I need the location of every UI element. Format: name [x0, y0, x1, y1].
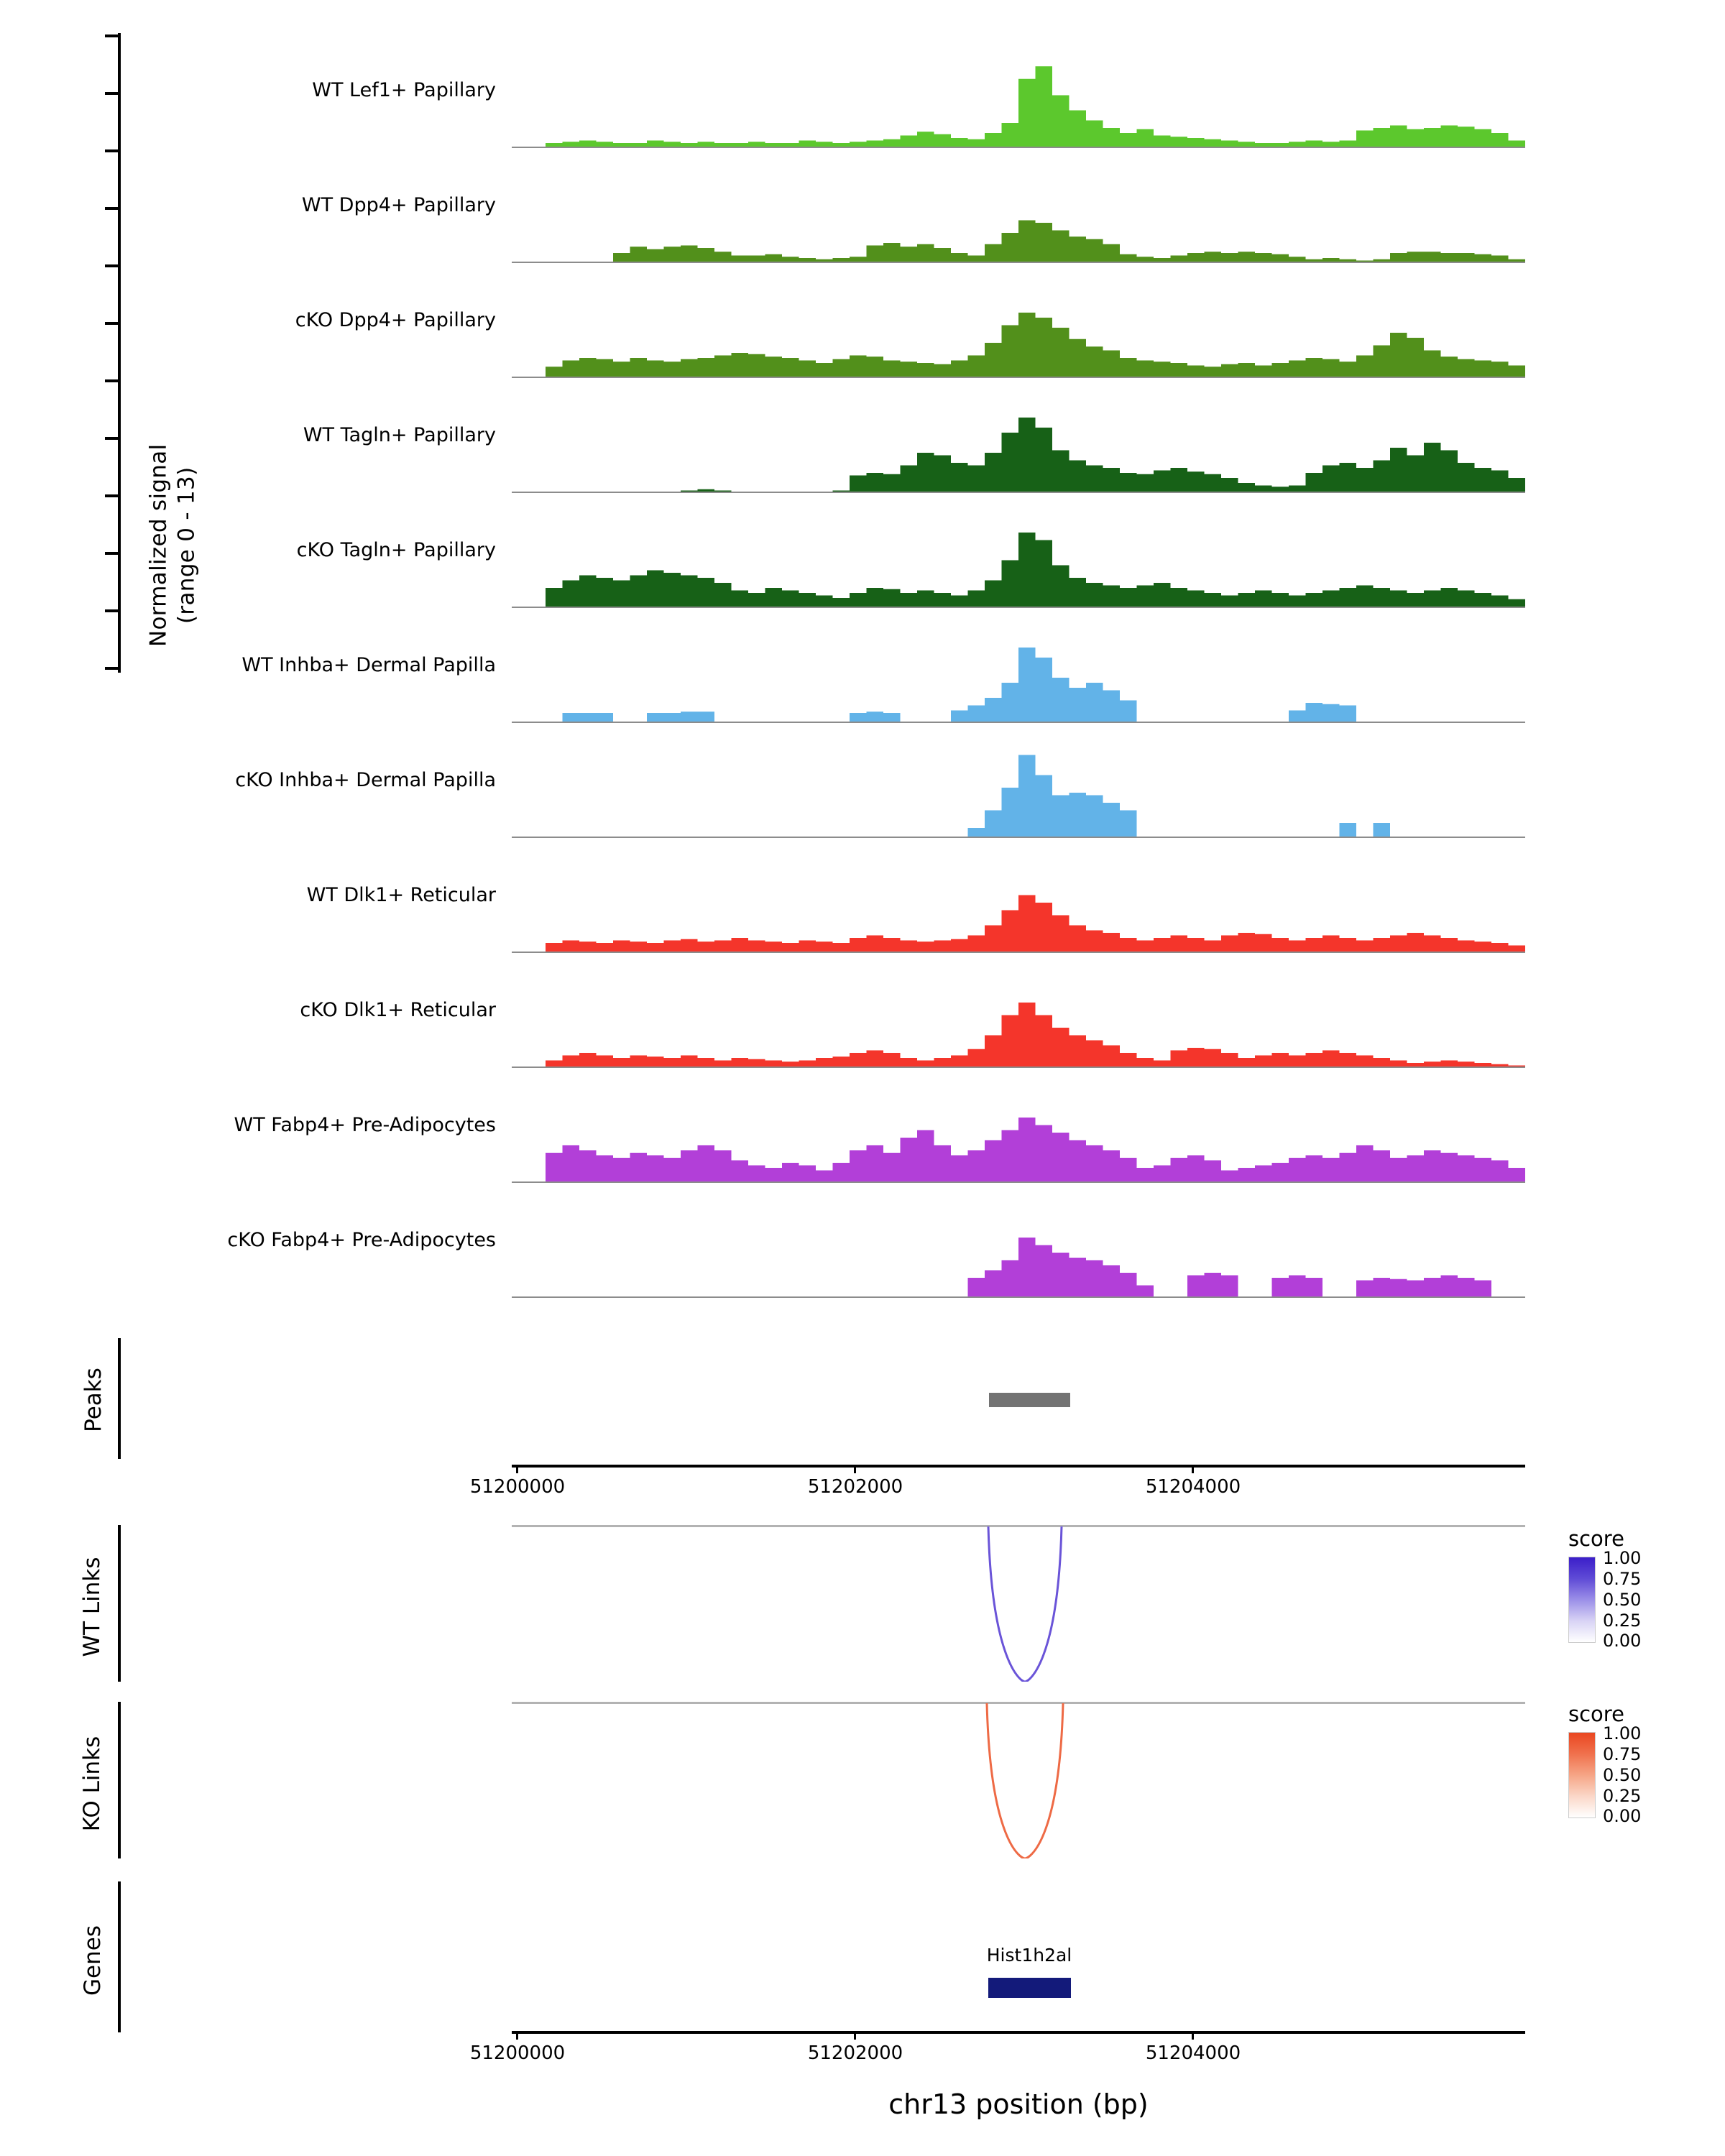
signal-track-8: [512, 976, 1525, 1068]
wt-links-axis-line: [118, 1525, 121, 1682]
signal-area-0: [512, 56, 1525, 148]
y-axis-title-line1: Normalized signal: [145, 443, 172, 647]
genomic-axis-line-top: [512, 1465, 1525, 1468]
signal-axis-tick: [105, 264, 121, 267]
ko-legend-tick-3: 0.25: [1603, 1786, 1642, 1806]
signal-track-3: [512, 401, 1525, 493]
signal-track-7: [512, 861, 1525, 953]
gene-label: Hist1h2al: [986, 1945, 1072, 1966]
signal-track-4: [512, 516, 1525, 608]
track-baseline: [512, 377, 1525, 378]
signal-axis-tick: [105, 609, 121, 612]
track-label-1: WT Dpp4+ Papillary: [301, 194, 496, 216]
track-label-5: WT Inhba+ Dermal Papilla: [242, 654, 496, 676]
signal-area-4: [512, 516, 1525, 608]
signal-track-10: [512, 1206, 1525, 1298]
ko-links-axis-line: [118, 1702, 121, 1858]
wt-legend-tick-1: 0.75: [1603, 1569, 1642, 1589]
track-baseline: [512, 1067, 1525, 1068]
track-label-6: cKO Inhba+ Dermal Papilla: [235, 769, 496, 791]
signal-axis-tick: [105, 379, 121, 382]
track-label-10: cKO Fabp4+ Pre-Adipocytes: [227, 1229, 496, 1251]
wt-legend-colorbar: [1568, 1557, 1596, 1643]
track-label-3: WT Tagln+ Papillary: [303, 424, 496, 446]
track-label-8: cKO Dlk1+ Reticular: [300, 999, 496, 1021]
signal-axis-tick: [105, 207, 121, 210]
wt-links-panel: [512, 1525, 1525, 1682]
signal-track-6: [512, 746, 1525, 838]
genes-section-label: Genes: [80, 1925, 106, 1996]
genomic-axis-tick-bottom: [516, 2031, 518, 2040]
signal-track-2: [512, 286, 1525, 378]
genomic-axis-line-bottom: [512, 2031, 1525, 2034]
track-label-7: WT Dlk1+ Reticular: [306, 884, 496, 906]
genomic-axis-tick-bottom: [1192, 2031, 1194, 2040]
signal-axis-line: [118, 33, 121, 673]
ko-legend-tick-1: 0.75: [1603, 1744, 1642, 1764]
signal-area-3: [512, 401, 1525, 493]
ko-legend-body: [1568, 1723, 1725, 1826]
track-label-0: WT Lef1+ Papillary: [312, 79, 496, 101]
signal-axis-tick: [105, 149, 121, 152]
track-baseline: [512, 1181, 1525, 1183]
track-baseline: [512, 837, 1525, 838]
track-baseline: [512, 607, 1525, 608]
ko-link-arc: [512, 1702, 1525, 1858]
track-baseline: [512, 952, 1525, 953]
ko-links-section-label: KO Links: [79, 1736, 105, 1832]
ko-links-panel: [512, 1702, 1525, 1858]
genomic-axis-ticklabel-top-1: 51202000: [807, 1476, 903, 1498]
signal-axis-tick: [105, 34, 121, 37]
genomic-axis-tick-top: [1192, 1465, 1194, 1473]
wt-legend-tick-2: 0.50: [1603, 1590, 1642, 1610]
signal-track-1: [512, 171, 1525, 263]
track-baseline: [512, 1296, 1525, 1298]
signal-area-5: [512, 631, 1525, 723]
ko-legend-colorbar: [1568, 1732, 1596, 1818]
ko-legend-tick-2: 0.50: [1603, 1765, 1642, 1785]
genomic-axis-ticklabel-top-2: 51204000: [1145, 1476, 1241, 1498]
track-baseline: [512, 147, 1525, 148]
genomic-axis-ticklabel-bottom-2: 51204000: [1145, 2042, 1241, 2064]
signal-axis-tick: [105, 552, 121, 555]
wt-links-section-label: WT Links: [79, 1557, 105, 1657]
signal-area-9: [512, 1091, 1525, 1183]
ko-links-legend: [1568, 1702, 1725, 1826]
wt-link-arc: [512, 1525, 1525, 1682]
track-label-9: WT Fabp4+ Pre-Adipocytes: [234, 1114, 496, 1136]
y-axis-title-line2: (range 0 - 13): [173, 466, 199, 624]
gene-body-box: [988, 1978, 1071, 1998]
genomic-axis-ticklabel-top-0: 51200000: [469, 1476, 566, 1498]
genomic-axis-ticklabel-bottom-0: 51200000: [469, 2042, 566, 2064]
genes-axis-line: [118, 1881, 121, 2032]
signal-track-5: [512, 631, 1525, 723]
genomic-axis-tick-top: [854, 1465, 856, 1473]
signal-axis-tick: [105, 92, 121, 95]
signal-axis-tick: [105, 437, 121, 440]
ko-legend-tick-0: 1.00: [1603, 1723, 1642, 1743]
track-baseline: [512, 262, 1525, 263]
track-baseline: [512, 722, 1525, 723]
peak-region-bar: [989, 1393, 1070, 1407]
track-baseline: [512, 492, 1525, 493]
peaks-section-label: Peaks: [80, 1368, 106, 1432]
ko-legend-title: score: [1568, 1702, 1624, 1726]
wt-links-legend: [1568, 1526, 1725, 1651]
genomic-axis-tick-top: [516, 1465, 518, 1473]
wt-legend-tick-4: 0.00: [1603, 1631, 1642, 1651]
signal-area-8: [512, 976, 1525, 1068]
peaks-axis-line: [118, 1338, 121, 1459]
wt-legend-tick-0: 1.00: [1603, 1548, 1642, 1568]
signal-axis-tick: [105, 667, 121, 670]
signal-area-7: [512, 861, 1525, 953]
signal-area-2: [512, 286, 1525, 378]
genomic-axis-tick-bottom: [854, 2031, 856, 2040]
track-label-4: cKO Tagln+ Papillary: [296, 539, 496, 561]
signal-track-0: [512, 56, 1525, 148]
signal-axis-tick: [105, 322, 121, 325]
x-axis-title: chr13 position (bp): [888, 2088, 1149, 2120]
genomic-axis-ticklabel-bottom-1: 51202000: [807, 2042, 903, 2064]
track-label-2: cKO Dpp4+ Papillary: [295, 309, 496, 331]
signal-area-1: [512, 171, 1525, 263]
signal-track-9: [512, 1091, 1525, 1183]
wt-legend-body: [1568, 1548, 1725, 1651]
ko-legend-tick-4: 0.00: [1603, 1806, 1642, 1826]
signal-axis-tick: [105, 494, 121, 497]
signal-area-10: [512, 1206, 1525, 1298]
signal-area-6: [512, 746, 1525, 838]
wt-legend-tick-3: 0.25: [1603, 1611, 1642, 1631]
wt-legend-title: score: [1568, 1526, 1624, 1551]
